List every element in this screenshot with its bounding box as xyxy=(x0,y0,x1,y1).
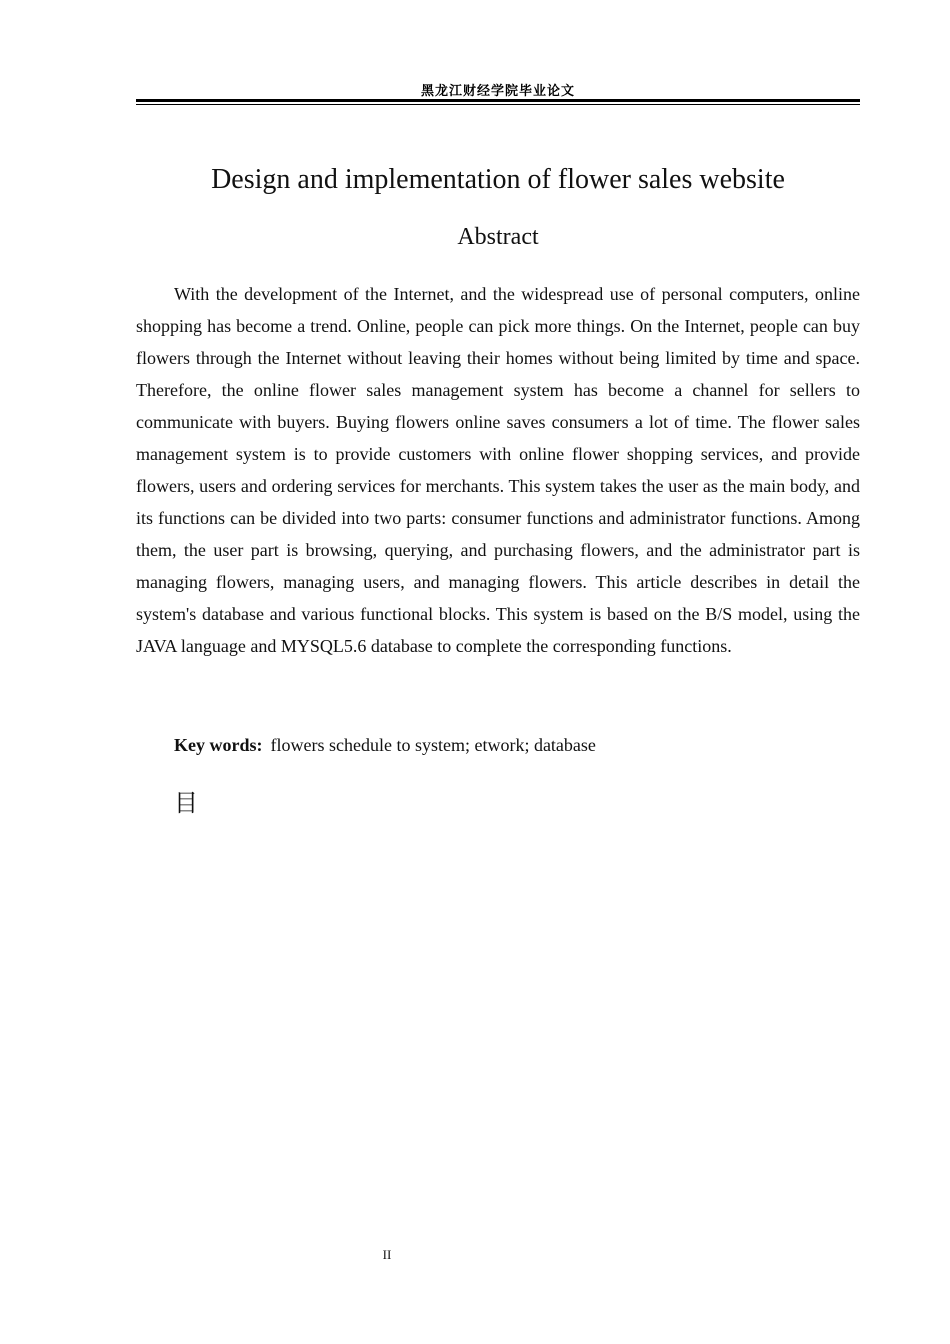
page-number: II xyxy=(382,1247,392,1262)
abstract-body: With the development of the Internet, and the widespread use of personal computers, online shopping has become a trend. Online, people can pick more things. On the Internet, people can buy flowers through the Internet without leaving their homes without being limited by time and space. Therefore, the online flower sales management system has become a channel for sellers to communicate with buyers. Buying flowers online saves consumers a lot of time. The flower sales management system is to provide customers with online flower shopping services, and provide flowers, users and ordering services for merchants. This system takes the user as the main body, and its functions can be divided into two parts: consumer functions and administrator functions. Among them, the user part is browsing, querying, and purchasing flowers, and the administrator part is managing flowers, managing users, and managing flowers. This article describes in detail the system's database and various functional blocks. This system is based on the B/S model, using the JAVA language and MYSQL5.6 database to complete the corresponding functions. xyxy=(136,284,860,656)
header-rule-thin xyxy=(136,104,860,105)
running-header: 黑龙江财经学院毕业论文 xyxy=(420,84,575,99)
toc-heading-fragment: 目 xyxy=(174,789,198,817)
header-rule xyxy=(136,99,860,102)
keywords-line xyxy=(174,732,596,758)
keywords-text: flowers schedule to system; etwork; database xyxy=(270,735,596,755)
paper-title: Design and implementation of flower sales website xyxy=(211,164,785,195)
abstract-heading: Abstract xyxy=(457,224,539,250)
keywords-label: Key words: xyxy=(174,735,263,755)
